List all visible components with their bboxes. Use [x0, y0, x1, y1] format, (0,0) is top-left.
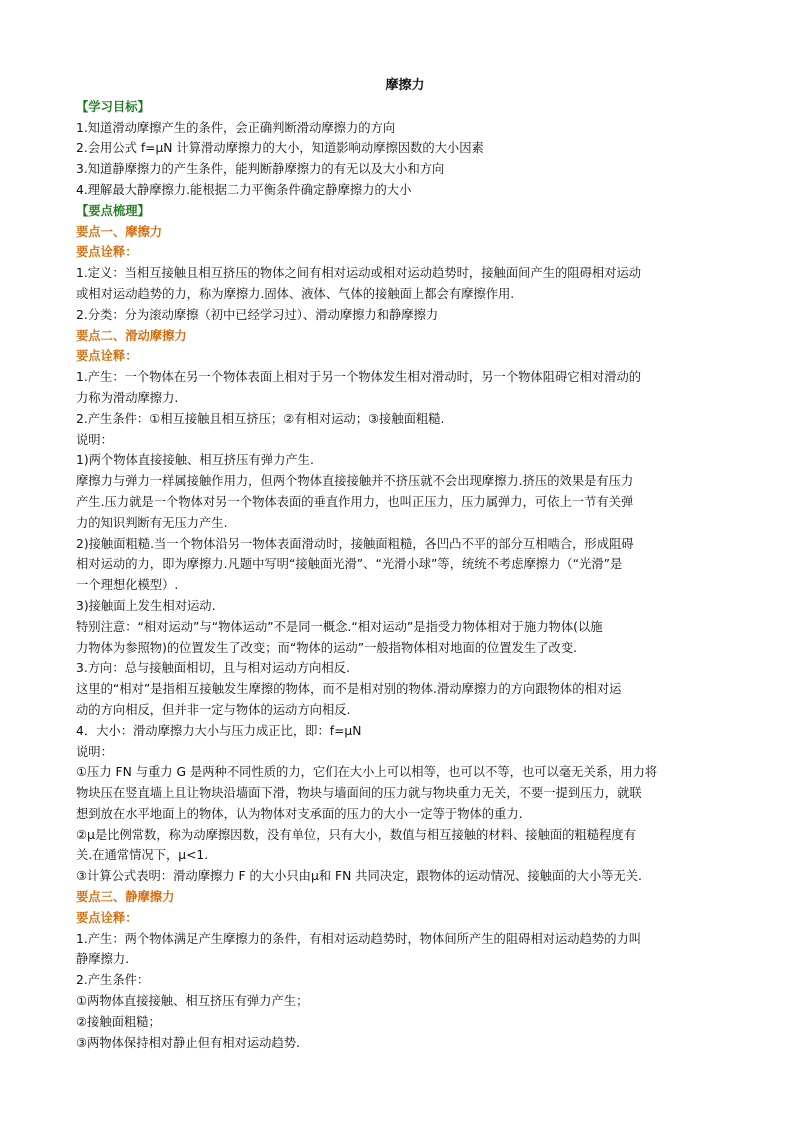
- paragraph-line: 摩擦力与弹力一样属接触作用力，但两个物体直接接触并不挤压就不会出现摩擦力.挤压的效果是有压力: [76, 474, 634, 489]
- paragraph-line: 产生.压力就是一个物体对另一个物体表面的垂直作用力，也叫正压力，压力属弹力，可依上一节有关弹: [76, 494, 634, 509]
- goal-item: 3.知道静摩擦力的产生条件，能判断静摩擦力的有无以及大小和方向: [76, 162, 445, 177]
- paragraph-line: 静摩擦力.: [76, 952, 130, 967]
- paragraph-line: 3.方向：总与接触面相切，且与相对运动方向相反.: [76, 661, 350, 676]
- paragraph-line: 力的知识判断有无压力产生.: [76, 515, 228, 530]
- paragraph-line: 3)接触面上发生相对运动.: [76, 598, 216, 613]
- point1-body: [76, 263, 734, 325]
- paragraph-line: 物块压在竖直墙上且让物块沿墙面下滑，物块与墙面间的压力就与物块重力无关，不要一提到压力，就联: [76, 786, 642, 801]
- goals-list: [76, 118, 734, 201]
- paragraph-line: ②μ是比例常数，称为动摩擦因数，没有单位，只有大小，数值与相互接触的材料、接触面的粗糙程度有: [76, 827, 636, 842]
- paragraph-line: 说明：: [76, 744, 113, 759]
- summary-heading: 【要点梳理】: [76, 203, 150, 218]
- paragraph-line: 2.产生条件：: [76, 973, 150, 988]
- point2-heading: 要点二、滑动摩擦力: [76, 328, 187, 343]
- goal-item: 1.知道滑动摩擦产生的条件，会正确判断滑动摩擦力的方向: [76, 120, 396, 135]
- paragraph-line: 1.定义：当相互接触且相互挤压的物体之间有相对运动或相对运动趋势时，接触面间产生的阻碍相对运动: [76, 266, 642, 281]
- paragraph-line: ①压力 FN 与重力 G 是两种不同性质的力，它们在大小上可以相等，也可以不等，也可以毫无关系，用力将: [76, 765, 658, 780]
- point3-explain-label: 要点诠释：: [76, 910, 138, 925]
- paragraph-line: 相对运动的力，即为摩擦力.凡题中写明“接触面光滑”、“光滑小球”等，统统不考虑摩擦力（“光滑”是: [76, 557, 623, 572]
- paragraph-line: 2.产生条件：①相互接触且相互挤压；②有相对运动；③接触面粗糙.: [76, 411, 445, 426]
- paragraph-line: 1)两个物体直接接触、相互挤压有弹力产生.: [76, 453, 314, 468]
- paragraph-line: 说明：: [76, 432, 113, 447]
- paragraph-line: 力物体为参照物)的位置发生了改变；而“物体的运动”一般指物体相对地面的位置发生了改变.: [76, 640, 578, 655]
- paragraph-line: 想到放在水平地面上的物体，认为物体对支承面的压力的大小一定等于物体的重力.: [76, 806, 523, 821]
- goals-heading: 【学习目标】: [76, 99, 150, 114]
- paragraph-line: 一个理想化模型）.: [76, 578, 179, 593]
- point3-heading: 要点三、静摩擦力: [76, 890, 175, 905]
- point1-heading: 要点一、摩擦力: [76, 224, 163, 239]
- page-title: 摩擦力: [385, 78, 425, 93]
- paragraph-line: ②接触面粗糙；: [76, 1014, 161, 1029]
- paragraph-line: ③计算公式表明：滑动摩擦力 F 的大小只由μ和 FN 共同决定，跟物体的运动情况、接触面的大小等无关.: [76, 869, 642, 884]
- paragraph-line: ①两物体直接接触、相互挤压有弹力产生；: [76, 994, 309, 1009]
- paragraph-line: 关.在通常情况下，μ<1.: [76, 848, 209, 863]
- paragraph-line: 特别注意：“相对运动”与“物体运动”不是同一概念.“相对运动”是指受力物体相对于施力物体(以施: [76, 619, 603, 634]
- goal-item: 2.会用公式 f=μN 计算滑动摩擦力的大小，知道影响动摩擦因数的大小因素: [76, 141, 484, 156]
- paragraph-line: 力称为滑动摩擦力.: [76, 390, 179, 405]
- paragraph-line: 动的方向相反，但并非一定与物体的运动方向相反.: [76, 702, 351, 717]
- paragraph-line: 2.分类：分为滚动摩擦（初中已经学习过）、滑动摩擦力和静摩擦力: [76, 307, 439, 322]
- point2-explain-label: 要点诠释：: [76, 349, 138, 364]
- paragraph-line: 这里的“相对”是指相互接触发生摩擦的物体，而不是相对别的物体.滑动摩擦力的方向跟物体的相对运: [76, 682, 622, 697]
- paragraph-line: 2)接触面粗糙.当一个物体沿另一物体表面滑动时，接触面粗糙，各凹凸不平的部分互相啮合，形成阻碍: [76, 536, 634, 551]
- paragraph-line: 或相对运动趋势的力，称为摩擦力.固体、液体、气体的接触面上都会有摩擦作用.: [76, 286, 515, 301]
- point3-body: [76, 929, 734, 1054]
- paragraph-line: 4．大小：滑动摩擦力大小与压力成正比，即：f=μN: [76, 723, 362, 738]
- point2-body: [76, 367, 734, 887]
- goal-item: 4.理解最大静摩擦力.能根据二力平衡条件确定静摩擦力的大小: [76, 182, 412, 197]
- point1-explain-label: 要点诠释：: [76, 245, 138, 260]
- paragraph-line: 1.产生：一个物体在另一个物体表面上相对于另一个物体发生相对滑动时，另一个物体阻碍它相对滑动的: [76, 370, 642, 385]
- paragraph-line: ③两物体保持相对静止但有相对运动趋势.: [76, 1035, 300, 1050]
- paragraph-line: 1.产生：两个物体满足产生摩擦力的条件，有相对运动趋势时，物体间所产生的阻碍相对运动趋势的力叫: [76, 931, 642, 946]
